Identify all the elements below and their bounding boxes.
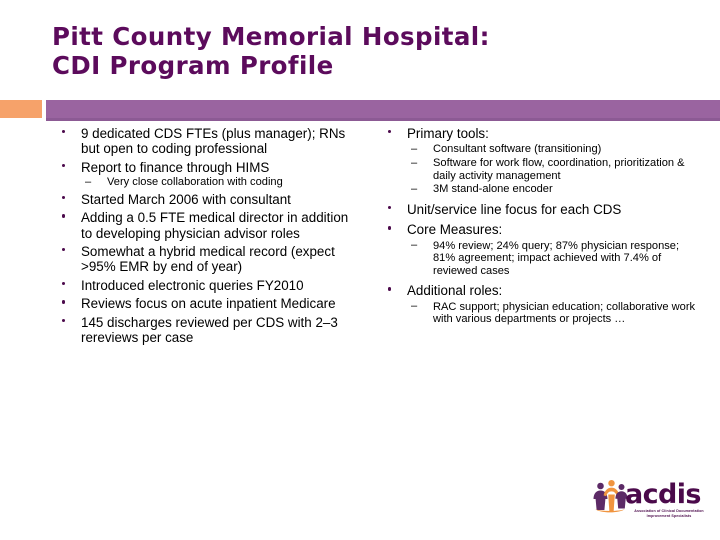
bullet-list-right <box>378 126 696 326</box>
bullet-left-7 <box>52 296 362 311</box>
bullet-dot-icon <box>62 248 65 251</box>
bullet-dot-icon <box>62 282 65 285</box>
sub-bullet-right-4-1 <box>407 301 696 326</box>
sub-bullet-text: 3M stand-alone encoder <box>433 183 553 196</box>
dash-icon: – <box>411 182 418 195</box>
sub-bullet-right-3-1 <box>407 240 696 278</box>
sub-bullet-right-1-2 <box>407 157 696 182</box>
bullet-left-4 <box>52 210 362 241</box>
divider-band-purple <box>46 100 720 118</box>
bullet-left-5 <box>52 244 362 275</box>
sub-bullet-right-1-1 <box>407 143 696 156</box>
bullet-list-left <box>52 126 362 345</box>
divider-band-shadow <box>46 118 720 121</box>
sub-bullet-list <box>407 143 696 195</box>
bullet-dot-icon <box>62 214 65 217</box>
bullet-left-6 <box>52 278 362 293</box>
dash-icon: – <box>411 142 418 155</box>
bullet-text: Unit/service line focus for each CDS <box>407 201 622 217</box>
bullet-right-2 <box>378 202 696 217</box>
bullet-text: Additional roles: <box>407 283 503 299</box>
bullet-right-4 <box>378 283 696 326</box>
dash-icon: – <box>411 156 418 169</box>
sub-bullet-text: Consultant software (transitioning) <box>433 143 602 156</box>
acdis-tagline: Association of Clinical Documentation Improvement Specialists <box>634 509 704 518</box>
bullet-dot-icon <box>388 287 391 290</box>
bullet-dot-icon <box>62 164 65 167</box>
bullet-dot-icon <box>388 130 391 133</box>
dash-icon: – <box>85 175 92 188</box>
bullet-dot-icon <box>62 130 65 133</box>
bullet-dot-icon <box>388 206 391 209</box>
bullet-dot-icon <box>62 319 65 322</box>
acdis-logo <box>592 476 708 532</box>
bullet-left-1 <box>52 126 362 157</box>
page-title <box>52 22 692 80</box>
bullet-left-3 <box>52 192 362 207</box>
sub-bullet-text: 94% review; 24% query; 87% physician response; 81% agreement; impact achieved with 7.4% of reviewed cases <box>433 239 680 277</box>
bullet-text: Somewhat a hybrid medical record (expect >95% EMR by end of year) <box>81 244 335 275</box>
bullet-right-1 <box>378 126 696 196</box>
sub-bullet-text: RAC support; physician education; collaborative work with various departments or projects … <box>433 300 696 326</box>
content-column-right <box>378 126 696 332</box>
bullet-dot-icon <box>388 226 391 229</box>
dash-icon: – <box>411 239 418 252</box>
sub-bullet-text: Software for work flow, coordination, prioritization & daily activity management <box>433 157 685 182</box>
bullet-left-2 <box>52 160 362 189</box>
sub-bullet-right-1-3 <box>407 183 696 196</box>
acdis-wordmark: acdis <box>625 479 701 510</box>
sub-bullet-list <box>81 176 362 189</box>
bullet-text: Adding a 0.5 FTE medical director in addition to developing physician advisor roles <box>81 210 349 241</box>
sub-bullet-list <box>407 240 696 278</box>
bullet-text: Introduced electronic queries FY2010 <box>81 277 304 293</box>
bullet-text: Primary tools: <box>407 126 489 141</box>
bullet-text: 145 discharges reviewed per CDS with 2–3 rereviews per case <box>81 314 338 346</box>
accent-block-orange <box>0 100 42 118</box>
bullet-dot-icon <box>62 300 65 303</box>
bullet-dot-icon <box>62 196 65 199</box>
title-line-1: Pitt County Memorial Hospital: <box>52 22 490 51</box>
bullet-text: Reviews focus on acute inpatient Medicare <box>81 296 336 312</box>
sub-bullet-list <box>407 301 696 326</box>
sub-bullet-text: Very close collaboration with coding <box>107 176 283 189</box>
dash-icon: – <box>411 300 418 313</box>
bullet-text: Report to finance through HIMS <box>81 159 270 175</box>
bullet-text: Started March 2006 with consultant <box>81 191 291 207</box>
bullet-right-3 <box>378 222 696 277</box>
bullet-text: Core Measures: <box>407 222 503 238</box>
bullet-left-8 <box>52 315 362 346</box>
content-column-left <box>52 126 362 348</box>
bullet-text: 9 dedicated CDS FTEs (plus manager); RNs but open to coding professional <box>81 126 346 157</box>
title-line-2: CDI Program Profile <box>52 51 334 80</box>
sub-bullet-left-2-1 <box>81 176 362 189</box>
